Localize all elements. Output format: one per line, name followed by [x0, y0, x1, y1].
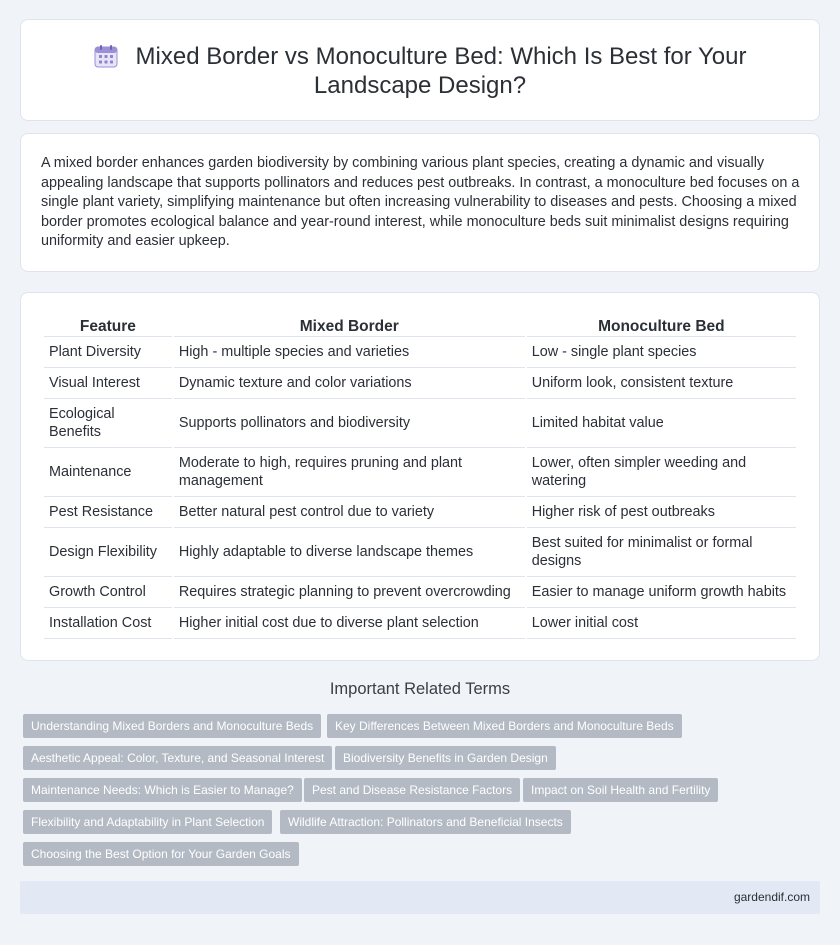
page-title-wrap: [81, 42, 759, 100]
related-term-tag[interactable]: Aesthetic Appeal: Color, Texture, and Seasonal Interest: [23, 746, 332, 770]
table-row: [44, 608, 796, 639]
comparison-card: [20, 292, 820, 661]
table-row: [44, 399, 796, 448]
feature-cell: Plant Diversity: [44, 337, 172, 368]
feature-cell: Visual Interest: [44, 368, 172, 399]
monoculture-cell: Limited habitat value: [527, 399, 796, 448]
footer: [20, 881, 820, 914]
related-term-tag[interactable]: Wildlife Attraction: Pollinators and Beneficial Insects: [280, 810, 571, 834]
header-card: [20, 19, 820, 121]
table-row: [44, 448, 796, 497]
mixed-border-cell: Higher initial cost due to diverse plant selection: [174, 608, 525, 639]
feature-cell: Installation Cost: [44, 608, 172, 639]
feature-cell: Maintenance: [44, 448, 172, 497]
mixed-border-cell: Highly adaptable to diverse landscape themes: [174, 528, 525, 577]
related-term-tag[interactable]: Pest and Disease Resistance Factors: [304, 778, 520, 802]
header-mixed-border: Mixed Border: [174, 316, 525, 337]
mixed-border-cell: Requires strategic planning to prevent overcrowding: [174, 577, 525, 608]
related-term-tag[interactable]: Choosing the Best Option for Your Garden Goals: [23, 842, 299, 866]
mixed-border-cell: Better natural pest control due to variety: [174, 497, 525, 528]
feature-cell: Ecological Benefits: [44, 399, 172, 448]
table-row: [44, 337, 796, 368]
page-title: Mixed Border vs Monoculture Bed: Which Is Best for Your Landscape Design?: [135, 43, 747, 99]
monoculture-cell: Best suited for minimalist or formal designs: [527, 528, 796, 577]
intro-paragraph: A mixed border enhances garden biodiversity by combining various plant species, creating a dynamic and visually appealing landscape that supports pollinators and reduces pest outbreaks. In contrast, a monoculture bed focuses on a single plant variety, simplifying maintenance but often increasing vulnerability to diseases and pests. Choosing a mixed border promotes ecological balance and year-round interest, while monoculture beds suit minimalist designs requiring uniformity and easier upkeep.: [41, 155, 800, 250]
mixed-border-cell: High - multiple species and varieties: [174, 337, 525, 368]
related-term-tag[interactable]: Understanding Mixed Borders and Monoculture Beds: [23, 714, 321, 738]
mixed-border-cell: Dynamic texture and color variations: [174, 368, 525, 399]
related-term-tag[interactable]: Biodiversity Benefits in Garden Design: [335, 746, 556, 770]
related-terms-section: [20, 680, 820, 861]
related-term-tag[interactable]: Maintenance Needs: Which is Easier to Manage?: [23, 778, 302, 802]
monoculture-cell: Uniform look, consistent texture: [527, 368, 796, 399]
calendar-icon: [94, 44, 118, 68]
monoculture-cell: Easier to manage uniform growth habits: [527, 577, 796, 608]
mixed-border-cell: Moderate to high, requires pruning and plant management: [174, 448, 525, 497]
related-term-tag[interactable]: Flexibility and Adaptability in Plant Selection: [23, 810, 272, 834]
footer-site-link[interactable]: gardendif.com: [733, 890, 810, 904]
comparison-table: [42, 316, 798, 639]
header-monoculture-bed: Monoculture Bed: [527, 316, 796, 337]
mixed-border-cell: Supports pollinators and biodiversity: [174, 399, 525, 448]
related-terms-heading: Important Related Terms: [329, 680, 511, 698]
header-feature: Feature: [44, 316, 172, 337]
intro-card: [20, 133, 820, 272]
related-term-tag[interactable]: Impact on Soil Health and Fertility: [523, 778, 718, 802]
related-term-tag[interactable]: Key Differences Between Mixed Borders and Monoculture Beds: [327, 714, 682, 738]
monoculture-cell: Lower initial cost: [527, 608, 796, 639]
monoculture-cell: Lower, often simpler weeding and watering: [527, 448, 796, 497]
monoculture-cell: Low - single plant species: [527, 337, 796, 368]
table-row: [44, 528, 796, 577]
feature-cell: Pest Resistance: [44, 497, 172, 528]
table-row: [44, 497, 796, 528]
feature-cell: Design Flexibility: [44, 528, 172, 577]
table-row: [44, 577, 796, 608]
table-row: [44, 368, 796, 399]
monoculture-cell: Higher risk of pest outbreaks: [527, 497, 796, 528]
table-header-row: [44, 316, 796, 337]
feature-cell: Growth Control: [44, 577, 172, 608]
